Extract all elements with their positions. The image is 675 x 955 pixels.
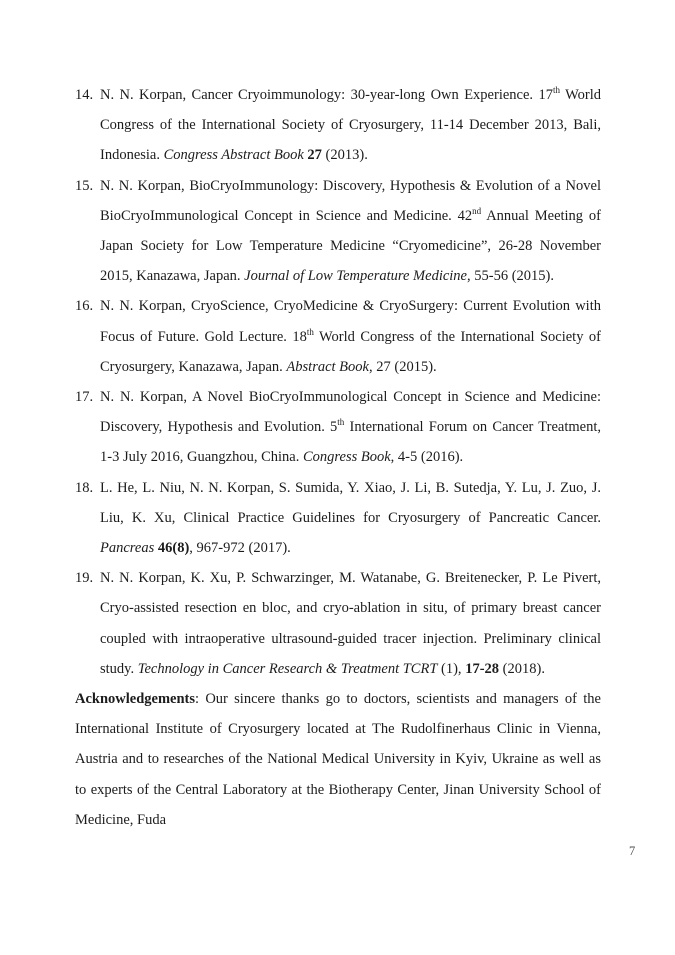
reference-number: 16.	[75, 298, 94, 315]
text-segment: Acknowledgements	[75, 691, 196, 708]
text-segment: (1),	[437, 660, 466, 677]
reference-item	[75, 291, 601, 382]
text-segment: 17-28	[465, 660, 500, 677]
text-segment: International Forum on Cancer Treatment, 1-3 July 2016, Guangzhou, China.	[100, 419, 601, 466]
text-segment: th	[552, 85, 560, 96]
reference-item	[75, 80, 601, 171]
text-segment: N. N. Korpan, A Novel BioCryoImmunological Concept in Science and Medicine: Discovery, Hypothesis and Evolution. 5	[100, 389, 601, 436]
text-segment: Journal of Low Temperature Medicine	[244, 268, 467, 285]
text-segment: (2018).	[499, 660, 545, 677]
reference-list	[75, 80, 601, 684]
text-segment: Abstract Book	[286, 358, 369, 375]
text-segment: Congress Abstract Book	[163, 147, 304, 164]
text-segment: N. N. Korpan, Cancer Cryoimmunology: 30-year-long Own Experience. 17	[100, 87, 553, 103]
text-segment: , 4-5 (2016).	[390, 449, 464, 466]
page-content	[75, 80, 601, 835]
text-segment: N. N. Korpan, K. Xu, P. Schwarzinger, M. Watanabe, G. Breitenecker, P. Le Pivert, Cryo-assisted resection en bloc, and cryo-ablation in situ, of primary breast cancer coupled with intraoperative ultrasound-guided tracer injection. Preliminary clinical study.	[100, 570, 601, 677]
text-segment: N. N. Korpan, CryoScience, CryoMedicine & CryoSurgery: Current Evolution with Focus of Future. Gold Lecture. 18	[100, 298, 601, 345]
text-segment: Technology in Cancer Research & Treatment TCRT	[137, 660, 438, 677]
reference-item	[75, 473, 601, 564]
text-segment: World Congress of the International Society of Cryosurgery, Kanazawa, Japan.	[100, 328, 601, 375]
text-segment: nd	[472, 205, 482, 216]
reference-item	[75, 382, 601, 473]
reference-number: 17.	[75, 389, 94, 406]
text-segment: , 55-56 (2015).	[467, 268, 554, 285]
text-segment: World Congress of the International Society of Cryosurgery, 11-14 December 2013, Bali, Indonesia.	[100, 87, 602, 164]
text-segment: Annual Meeting of Japan Society for Low Temperature Medicine “Cryomedicine”, 26-28 November 2015, Kanazawa, Japan.	[100, 207, 601, 285]
reference-item	[75, 171, 601, 292]
text-segment: (2013).	[321, 147, 368, 164]
page-number: 7	[629, 844, 636, 858]
text-segment: th	[337, 417, 345, 428]
text-segment: L. He, L. Niu, N. N. Korpan, S. Sumida, Y. Xiao, J. Li, B. Sutedja, Y. Lu, J. Zuo, J. Liu, K. Xu, Clinical Practice Guidelines for Cryosurgery of Pancreatic Cancer.	[100, 479, 601, 526]
text-segment: 46(8)	[157, 540, 190, 557]
reference-number: 15.	[75, 177, 94, 194]
text-segment: Congress Book	[302, 449, 391, 466]
text-segment: N. N. Korpan, BioCryoImmunology: Discovery, Hypothesis & Evolution of a Novel BioCryoImmunological Concept in Science and Medicine. 42	[100, 177, 601, 224]
text-segment: , 27 (2015).	[368, 358, 437, 375]
text-segment: Pancreas	[100, 540, 155, 557]
text-segment: 27	[307, 147, 322, 164]
reference-number: 18.	[75, 479, 94, 496]
text-segment: th	[306, 326, 314, 337]
acknowledgements-paragraph	[75, 684, 601, 835]
text-segment: : Our sincere thanks go to doctors, scientists and managers of the International Institute of Cryosurgery located at The Rudolfinerhaus Clinic in Vienna, Austria and to researches of the National Medical University in Kyiv, Ukraine as well as to experts of the Central Laboratory at the Biotherapy Center, Jinan University School of Medicine, Fuda	[75, 691, 601, 828]
reference-number: 19.	[75, 570, 94, 587]
reference-item	[75, 563, 601, 684]
reference-number: 14.	[75, 87, 94, 103]
text-segment: , 967-972 (2017).	[189, 540, 291, 557]
